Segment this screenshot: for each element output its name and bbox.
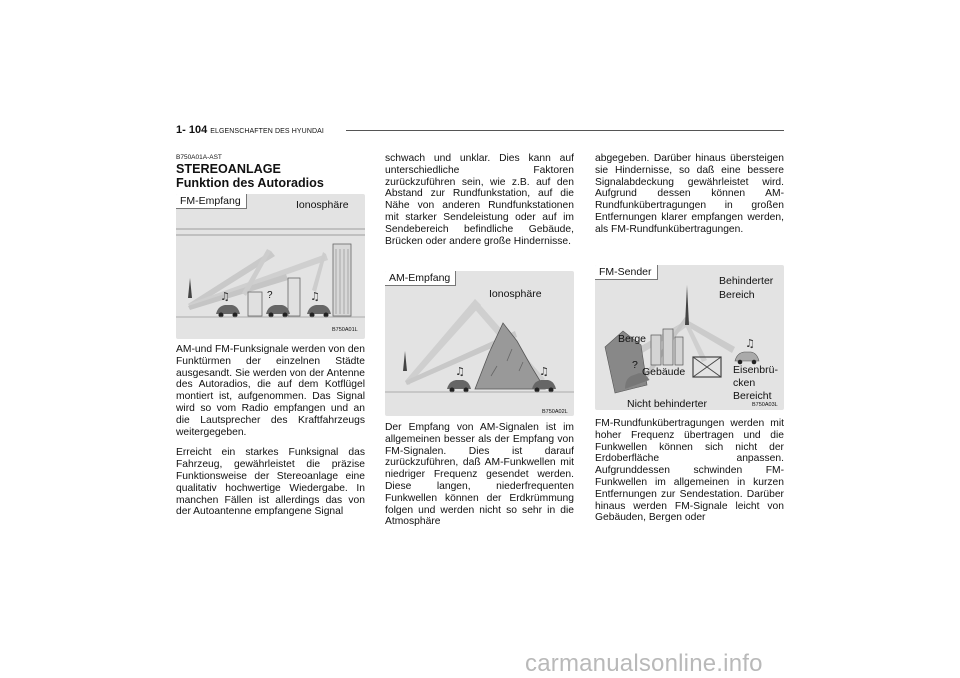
column-2-text-bottom [385, 422, 574, 537]
page-header [176, 124, 324, 136]
music-note-icon: ♫ [745, 337, 755, 350]
fm-transmitter-question: ? [632, 359, 638, 371]
figure-am-reception [385, 271, 574, 416]
antenna-tower-icon [685, 285, 689, 325]
svg-text:♫: ♫ [220, 290, 230, 303]
am-reception-tag: AM-Empfang [385, 271, 456, 286]
fm-reception-code: B750A01L [332, 327, 358, 333]
column-2-text-top [385, 153, 574, 256]
svg-text:♫: ♫ [310, 290, 320, 303]
fm-reception-ionosphere-label: Ionosphäre [296, 199, 349, 211]
unobstructed-area-label: Nicht behinderter [627, 398, 707, 410]
figure-fm-reception [176, 194, 365, 339]
car-icon [216, 305, 331, 318]
mountains-label: Berge [618, 333, 647, 345]
column-1-paragraph: AM-und FM-Funksignale werden von den Funktürmen der einzelnen Städte ausgesandt. Sie werden von der Antenne des Autoradios, die auf dem Kotflügel montiert ist, aufgenommen. Das Signal wird so vom Radio empfangen und an die Lautsprecher des Kraftfahrzeugs weitergegeben. [176, 344, 365, 438]
am-reception-illustration [385, 271, 574, 416]
section-title: ELGENSCHAFTEN DES HYUNDAI [210, 128, 324, 135]
antenna-tower-icon [403, 351, 407, 371]
mountain-icon [475, 323, 545, 389]
svg-text:♫: ♫ [539, 365, 549, 378]
column-3-paragraph: FM-Rundfunkübertragungen werden mit hoher Frequenz übertragen und die Funkwellen können sich nicht der Erdoberfläche anpassen. Aufgrunddessen schwinden FM-Funkwellen im allgemeinen in kurzen Entfernungen zur Sendestation. Darüber hinaus werden FM-Signale leicht von Gebäuden, Bergen oder [595, 418, 784, 524]
bridges-label-line1: Eisenbrü- [733, 364, 778, 376]
article-code: B750A01A-AST [176, 154, 222, 161]
column-1-text [176, 344, 365, 527]
antenna-tower-icon [188, 278, 192, 298]
fm-reception-question: ? [267, 290, 273, 301]
watermark: carmanualsonline.info [525, 650, 763, 677]
article-title-line1: STEREOANLAGE [176, 162, 281, 176]
column-2-paragraph: schwach und unklar. Dies kann auf unterschiedliche Faktoren zurückzuführen sein, wie z.B. auf den Abstand zur Rundfunkstation, auf die Nähe von anderen Rundfunkstationen mit starker Sendeleistung oder auf im Sendebereich befindliche Gebäude, Brücken oder andere große Hindernisse. [385, 153, 574, 247]
buildings-label: Gebäude [642, 366, 686, 378]
column-3-paragraph: abgegeben. Darüber hinaus übersteigen sie Hindernisse, so daß eine bessere Signalabdeckung gewährleistet wird. Aufgrund dessen können AM-Rundfunkübertragungen in großen Entfernungen klarer empfangen werden, als FM-Rundfunkübertragungen. [595, 153, 784, 235]
article-title [176, 162, 324, 190]
bridges-label-line3: Bereicht [733, 390, 772, 402]
column-2-paragraph: Der Empfang von AM-Signalen ist im allgemeinen besser als der Empfang von FM-Signalen. Dies ist darauf zurückzuführen, daß AM-Funkwellen mit niedriger Frequenz gesendet werden. Diese langen, niederfrequenten Funkwellen können der Erdkrümmung folgen und werden nicht so sehr in die Atmosphäre [385, 422, 574, 528]
column-3-text-bottom [595, 418, 784, 533]
am-reception-ionosphere-label: Ionosphäre [489, 288, 542, 300]
page-number: 1- 104 [176, 124, 208, 136]
article-title-line2: Funktion des Autoradios [176, 176, 324, 190]
header-rule [346, 130, 784, 131]
column-3-text-top [595, 153, 784, 245]
obstructed-area-label-line1: Behinderter [719, 275, 774, 287]
column-1-paragraph: Erreicht ein starkes Funksignal das Fahrzeug, gewährleistet die präzise Funktionsweise der Stereoanlage eine qualitativ hochwertige Wiedergabe. In manchen Fällen ist allerdings das von der Autoantenne empfangene Signal [176, 447, 365, 518]
figure-fm-transmitter [595, 265, 784, 410]
fm-transmitter-tag: FM-Sender [595, 265, 658, 280]
fm-reception-illustration [176, 194, 365, 339]
fm-reception-tag: FM-Empfang [176, 194, 247, 209]
building-icon [651, 329, 683, 365]
bridges-label-line2: cken [733, 377, 756, 389]
fm-transmitter-code: B750A03L [752, 402, 778, 408]
am-reception-code: B750A02L [542, 409, 568, 415]
obstructed-area-label-line2: Bereich [719, 289, 755, 301]
svg-text:♫: ♫ [455, 365, 465, 378]
